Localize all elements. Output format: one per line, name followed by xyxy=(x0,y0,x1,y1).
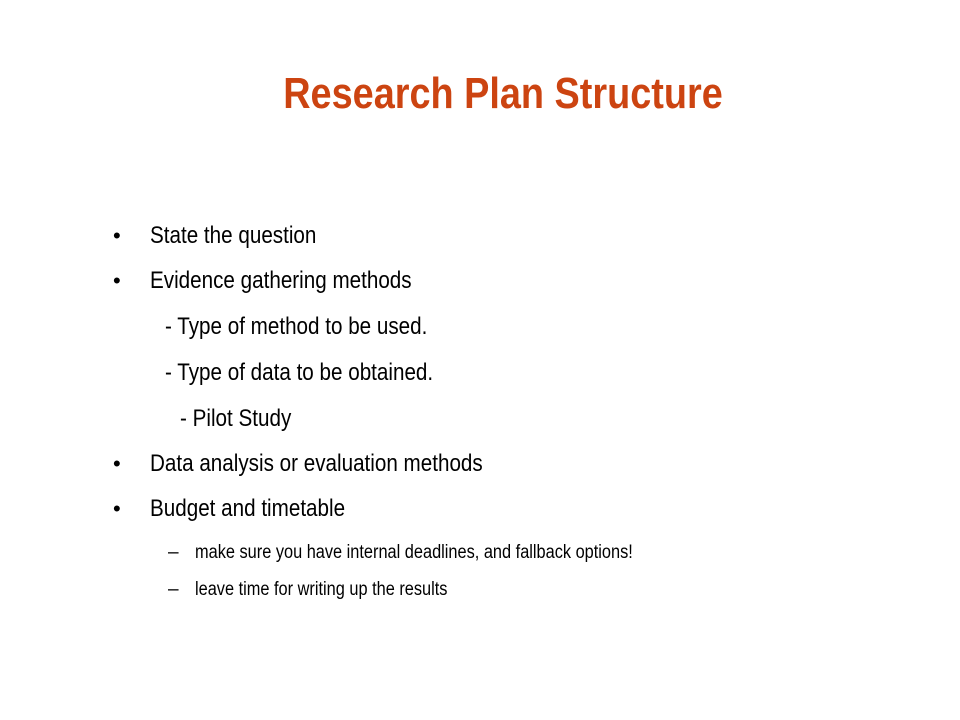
dash-marker: – xyxy=(168,542,179,563)
bullet-evidence-methods: Evidence gathering methods xyxy=(150,267,412,294)
subline-data-type: - Type of data to be obtained. xyxy=(165,359,434,386)
bullet-state-question: State the question xyxy=(150,222,317,249)
subbullet-writing-time: leave time for writing up the results xyxy=(195,579,448,600)
subline-method-type: - Type of method to be used. xyxy=(165,313,428,340)
bullet-marker: • xyxy=(113,223,121,248)
bullet-marker: • xyxy=(113,451,121,476)
bullet-budget-timetable: Budget and timetable xyxy=(150,495,346,522)
dash-marker: – xyxy=(168,579,179,600)
bullet-marker: • xyxy=(113,268,121,293)
subbullet-deadlines: make sure you have internal deadlines, and fallback options! xyxy=(195,542,633,563)
bullet-data-analysis: Data analysis or evaluation methods xyxy=(150,450,483,477)
bullet-marker: • xyxy=(113,496,121,521)
slide-title: Research Plan Structure xyxy=(283,69,723,118)
subline-pilot-study: - Pilot Study xyxy=(180,405,292,432)
